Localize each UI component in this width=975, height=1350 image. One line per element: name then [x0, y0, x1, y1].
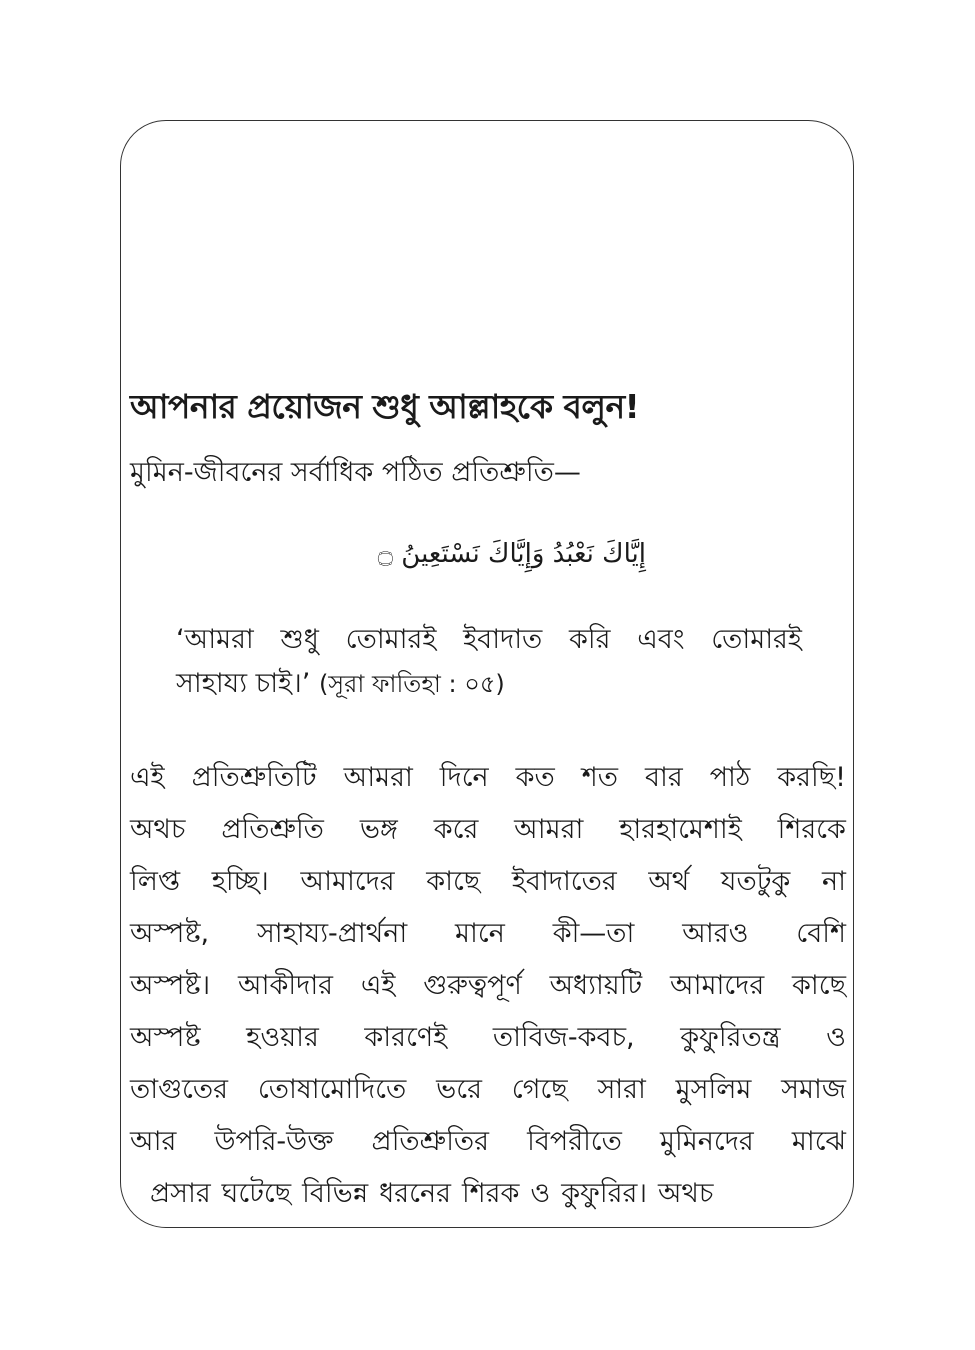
word: প্রতিশ্রুতি — [221, 814, 324, 845]
body-line — [130, 1116, 846, 1168]
word: না — [821, 866, 846, 897]
word: মুমিনদের — [660, 1126, 754, 1157]
word: কুফুরিতন্ত্র — [680, 1022, 781, 1053]
word: কাছে — [426, 866, 481, 897]
word: বেশি — [796, 918, 846, 949]
body-line — [130, 856, 846, 908]
word: ঘটেছে — [221, 1178, 292, 1209]
word: অথচ — [658, 1178, 714, 1209]
word: মুসলিম — [675, 1074, 752, 1105]
word: শত — [581, 762, 619, 793]
word: কুফুরির। — [561, 1178, 647, 1209]
word: বার — [645, 762, 683, 793]
word: তোষামোদিতে — [257, 1074, 407, 1105]
word: দিনে — [439, 762, 489, 793]
word: গুরুত্বপূর্ণ — [423, 970, 522, 1001]
word: তাগুতের — [130, 1074, 228, 1105]
word: হওয়ার — [246, 1022, 319, 1053]
word: প্রসার — [150, 1178, 211, 1209]
verse-translation — [176, 618, 802, 706]
section-heading: আপনার প্রয়োজন শুধু আল্লাহকে বলুন! — [130, 387, 640, 426]
verse-reference: (সূরা ফাতিহা : ০৫) — [318, 670, 505, 698]
body-line — [130, 804, 846, 856]
word: তোমারই — [711, 624, 802, 655]
word: আমরা — [514, 814, 584, 845]
word: হারহামেশাই — [619, 814, 742, 845]
word: আর — [130, 1126, 177, 1157]
word: লিপ্ত — [130, 866, 181, 897]
word: অথচ — [130, 814, 186, 845]
word: অর্থ — [648, 866, 690, 897]
word: কাছে — [792, 970, 846, 1001]
body-line — [130, 908, 846, 960]
translation-line-2 — [176, 662, 802, 706]
word: এই — [130, 762, 165, 793]
word: বিভিন্ন — [302, 1178, 369, 1209]
word: ধরনের — [379, 1178, 451, 1209]
word: পাঠ — [709, 762, 751, 793]
word: ভরে — [436, 1074, 482, 1105]
word: কী—তা — [552, 918, 635, 949]
word: অস্পষ্ট। — [130, 970, 211, 1001]
word: আমাদের — [669, 970, 765, 1001]
word: এবং — [637, 624, 685, 655]
word: ও — [826, 1022, 846, 1053]
word: শুধু — [280, 624, 319, 655]
arabic-verse: إِيَّاكَ نَعْبُدُ وَإِيَّاكَ نَسْتَعِينُ ۝ — [377, 539, 646, 569]
word: করে — [433, 814, 479, 845]
word: গেছে — [511, 1074, 568, 1105]
body-line — [130, 1168, 846, 1220]
word: অধ্যায়টি — [549, 970, 643, 1001]
body-line — [130, 1012, 846, 1064]
body-paragraph — [130, 752, 846, 1220]
word: এই — [360, 970, 396, 1001]
word: মাঝে — [791, 1126, 846, 1157]
word: আরও — [682, 918, 749, 949]
word: ইবাদাতের — [511, 866, 617, 897]
word: শিরকে — [777, 814, 846, 845]
word: তাবিজ-কবচ, — [492, 1022, 635, 1053]
translation-line-1 — [176, 618, 802, 662]
body-line — [130, 1064, 846, 1116]
word: হচ্ছি। — [211, 866, 269, 897]
word: অস্পষ্ট — [130, 1022, 201, 1053]
word: বিপরীতে — [527, 1126, 622, 1157]
word: প্রতিশ্রুতিটি — [191, 762, 317, 793]
word: ইবাদাত — [463, 624, 543, 655]
intro-line: মুমিন-জীবনের সর্বাধিক পঠিত প্রতিশ্রুতি— — [130, 457, 581, 488]
word: শিরক — [461, 1178, 520, 1209]
body-line — [130, 752, 846, 804]
word: তোমারই — [345, 624, 437, 655]
body-line — [130, 960, 846, 1012]
word: আমাদের — [300, 866, 395, 897]
word: মানে — [455, 918, 505, 949]
word: সমাজ — [781, 1074, 846, 1105]
word: ও — [530, 1178, 551, 1209]
word: উপরি-উক্ত — [214, 1126, 334, 1157]
word: কারণেই — [364, 1022, 448, 1053]
word: আমরা — [343, 762, 413, 793]
word: করি — [569, 624, 611, 655]
word: ‘আমরা — [176, 624, 254, 655]
word: ভঙ্গ — [359, 814, 398, 845]
word: কত — [515, 762, 555, 793]
word: অস্পষ্ট, — [130, 918, 210, 949]
word: করছি! — [777, 762, 846, 793]
word: প্রতিশ্রুতির — [371, 1126, 490, 1157]
word: সাহায্য-প্রার্থনা — [256, 918, 408, 949]
translation-text: সাহায্য চাই।’ — [176, 668, 311, 699]
word: সারা — [597, 1074, 646, 1105]
word: আকীদার — [238, 970, 334, 1001]
word: যতটুকু — [720, 866, 791, 897]
